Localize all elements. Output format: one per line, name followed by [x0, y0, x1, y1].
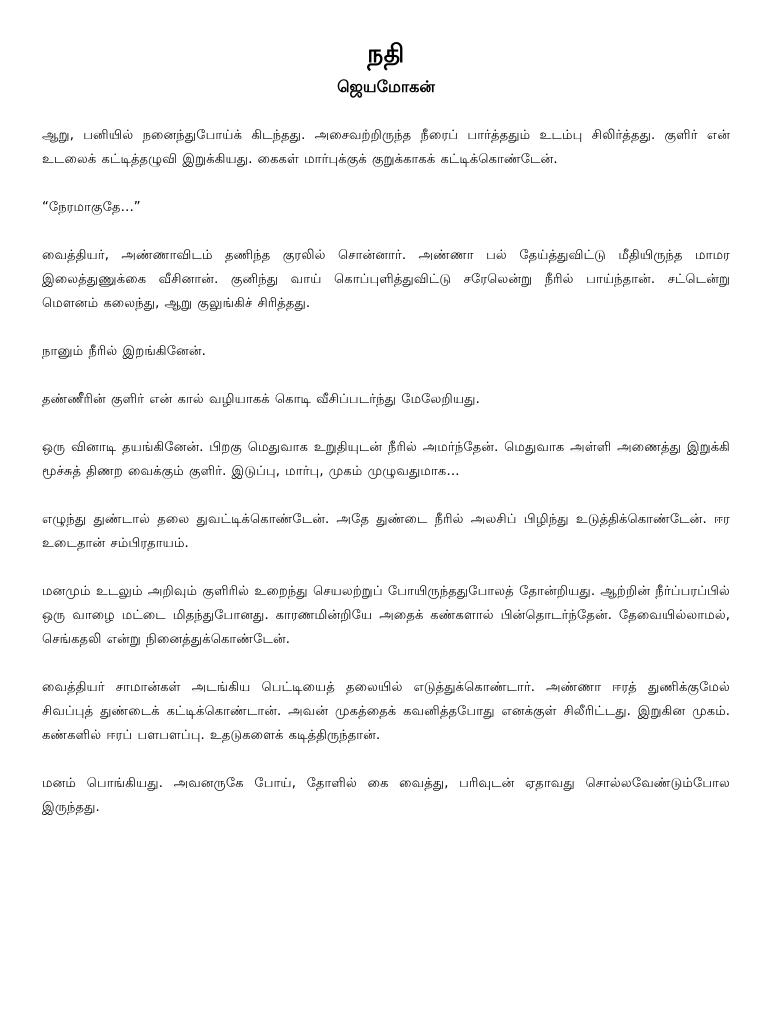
paragraph: நானும் நீரில் இறங்கினேன். [42, 344, 206, 359]
paragraph: எழுந்து துண்டால் தலை துவட்டிக்கொண்டேன். அதே துண்டை நீரில் அலசிப் பிழிந்து உடுத்திக்கொண்டேன். ஈர உடைதான் சம்பிரதாயம். [42, 512, 730, 551]
story-title: நதி [367, 39, 405, 68]
paragraph: ஆறு, பனியில் நனைந்துபோய்க் கிடந்தது. அசைவற்றிருந்த நீரைப் பார்த்ததும் உடம்பு சிலிர்த்தது. குளிர் என் உடலைக் கட்டித்தழுவி இறுக்கியது. கைகள் மார்புக்குக் குறுக்காகக் கட்டிக்கொண்டேன். [42, 128, 730, 167]
author-name: ஜெயமோகன் [337, 77, 435, 96]
paragraph: “நேரமாகுதே…” [42, 200, 141, 215]
paragraph: வைத்தியர், அண்ணாவிடம் தணிந்த குரலில் சொன்னார். அண்ணா பல் தேய்த்துவிட்டு மீதியிருந்த மாமர இலைத்துணுக்கை வீசினான். குனிந்து வாய் கொப்புளித்துவிட்டு சரேலென்று நீரில் பாய்ந்தான். சட்டென்று மௌனம் கலைந்து, ஆறு குலுங்கிச் சிரித்தது. [42, 248, 730, 311]
paragraph: மனம் பொங்கியது. அவனருகே போய், தோளில் கை வைத்து, பரிவுடன் ஏதாவது சொல்லவேண்டும்போல இருந்தது. [42, 776, 730, 815]
paragraph: ஒரு வினாடி தயங்கினேன். பிறகு மெதுவாக உறுதியுடன் நீரில் அமர்ந்தேன். மெதுவாக அள்ளி அணைத்து இறுக்கி மூச்சுத் திணற வைக்கும் குளிர். இடுப்பு, மார்பு, முகம் முழுவதுமாக… [42, 440, 730, 479]
story-body [42, 124, 730, 820]
paragraph: மனமும் உடலும் அறிவும் குளிரில் உறைந்து செயலற்றுப் போயிருந்ததுபோலத் தோன்றியது. ஆற்றின் நீர்ப்பரப்பில் ஒரு வாழை மட்டை மிதந்துபோனது. காரணமின்றியே அதைக் கண்களால் பின்தொடர்ந்தேன். தேவையில்லாமல், செங்கதலி என்று நினைத்துக்கொண்டேன். [42, 584, 730, 647]
paragraph: தண்ணீரின் குளிர் என் கால் வழியாகக் கொடி வீசிப்படர்ந்து மேலேறியது. [42, 392, 480, 407]
paragraph: வைத்தியர் சாமான்கள் அடங்கிய பெட்டியைத் தலையில் எடுத்துக்கொண்டார். அண்ணா ஈரத் துணிக்குமேல் சிவப்புத் துண்டைக் கட்டிக்கொண்டான். அவன் முகத்தைக் கவனித்தபோது எனக்குள் சிலீரிட்டது. இறுகின முகம். கண்களில் ஈரப் பளபளப்பு. உதடுகளைக் கடித்திருந்தான். [42, 680, 730, 743]
